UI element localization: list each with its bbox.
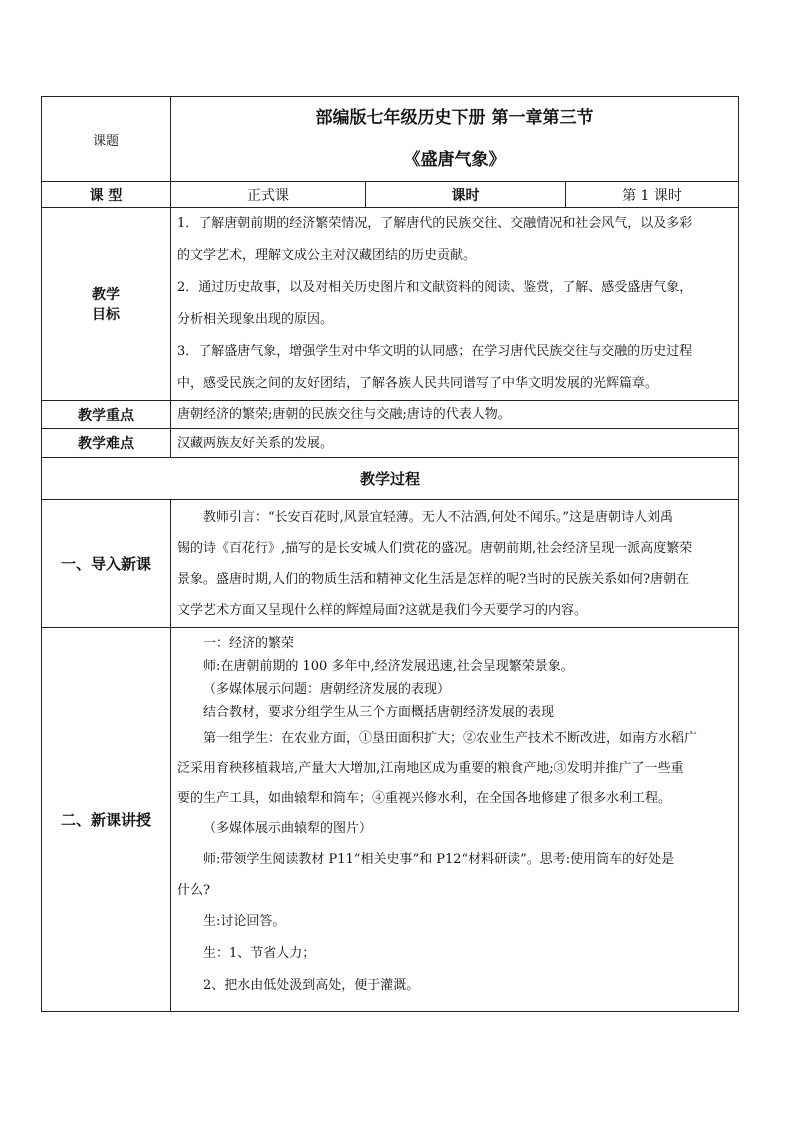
period-label: 课时 xyxy=(366,182,566,208)
intro-row xyxy=(42,500,739,628)
key-points-text: 唐朝经济的繁荣;唐朝的民族交往与交融;唐诗的代表人物。 xyxy=(177,406,511,422)
topic-title-line1: 部编版七年级历史下册 第一章第三节 xyxy=(315,108,594,128)
lesson-line: 师:在唐朝前期的 100 多年中,经济发展迅速,社会呈现繁荣景象。 xyxy=(203,659,574,674)
lesson-plan-page xyxy=(41,96,738,1012)
intro-content xyxy=(171,500,739,628)
objectives-label xyxy=(42,208,171,401)
lesson-line: 师:带领学生阅读教材 P11“相关史事”和 P12“材料研读”。思考:使用筒车的好处是 xyxy=(203,852,675,867)
key-points-row xyxy=(42,401,739,429)
type-value: 正式课 xyxy=(171,182,366,208)
lesson-content xyxy=(171,628,739,1012)
objective-line: 的文学艺术，理解文成公主对汉藏团结的历史贡献。 xyxy=(177,248,477,263)
lesson-line: 第一组学生：在农业方面，①垦田面积扩大；②农业生产技术不断改进，如南方水稻广 xyxy=(203,731,698,746)
difficulties-text: 汉藏两族友好关系的发展。 xyxy=(177,435,334,451)
intro-line: 景象。盛唐时期,人们的物质生活和精神文化生活是怎样的呢?当时的民族关系如何?唐朝在 xyxy=(177,571,690,587)
intro-line: 文学艺术方面又呈现什么样的辉煌局面?这就是我们今天要学习的内容。 xyxy=(177,602,587,618)
intro-line: 锡的诗《百花行》,描写的是长安城人们赏花的盛况。唐朝前期,社会经济呈现一派高度繁荣 xyxy=(177,540,693,556)
lesson-line: 什么? xyxy=(177,883,210,898)
lesson-row xyxy=(42,628,739,1012)
lesson-line: 2、把水由低处汲到高处，便于灌溉。 xyxy=(203,978,420,993)
difficulties-content xyxy=(171,429,739,458)
lesson-line: 一：经济的繁荣 xyxy=(203,636,295,651)
lesson-plan-table xyxy=(41,96,739,1012)
objectives-row xyxy=(42,208,739,401)
lesson-line: 生:讨论回答。 xyxy=(203,914,286,929)
objective-line: 3．了解盛唐气象，增强学生对中华文明的认同感；在学习唐代民族交往与交融的历史过程 xyxy=(177,344,693,359)
topic-title-line2: 《盛唐气象》 xyxy=(403,150,506,170)
lesson-line: 生：1、节省人力； xyxy=(203,946,316,961)
objective-line: 1．了解唐朝前期的经济繁荣情况，了解唐代的民族交往、交融情况和社会风气，以及多彩 xyxy=(177,216,693,231)
type-label: 课 型 xyxy=(42,182,171,208)
lesson-line: 要的生产工具，如曲辕犁和筒车；④重视兴修水利，在全国各地修建了很多水利工程。 xyxy=(177,791,672,806)
key-points-content xyxy=(171,401,739,429)
lesson-label: 二、新课讲授 xyxy=(42,628,171,1012)
objectives-label-line2: 目标 xyxy=(92,307,120,323)
objective-line: 分析相关现象出现的原因。 xyxy=(177,312,334,327)
key-points-label: 教学重点 xyxy=(42,401,171,429)
process-heading-row xyxy=(42,458,739,500)
topic-title-cell xyxy=(171,97,739,182)
difficulties-label: 教学难点 xyxy=(42,429,171,458)
intro-label: 一、导入新课 xyxy=(42,500,171,628)
lesson-line: （多媒体展示曲辕犁的图片） xyxy=(203,821,373,836)
intro-line: 教师引言：“长安百花时,风景宜轻薄。无人不沽酒,何处不闻乐。”这是唐朝诗人刘禹 xyxy=(203,509,674,525)
title-row xyxy=(42,97,739,182)
objective-line: 中，感受民族之间的友好团结，了解各族人民共同谱写了中华文明发展的光辉篇章。 xyxy=(177,376,659,391)
lesson-line: 泛采用育秧移植栽培,产量大大增加,江南地区成为重要的粮食产地;③发明并推广了一些重 xyxy=(177,761,684,776)
lesson-line: （多媒体展示问题：唐朝经济发展的表现） xyxy=(203,682,451,697)
lesson-line: 结合教材，要求分组学生从三个方面概括唐朝经济发展的表现 xyxy=(203,705,555,720)
objectives-content xyxy=(171,208,739,401)
objectives-label-line1: 教学 xyxy=(92,287,120,303)
process-heading: 教学过程 xyxy=(42,458,739,500)
type-row xyxy=(42,182,739,208)
period-value: 第 1 课时 xyxy=(566,182,739,208)
objective-line: 2．通过历史故事，以及对相关历史图片和文献资料的阅读、鉴赏，了解、感受盛唐气象， xyxy=(177,280,693,295)
difficulties-row xyxy=(42,429,739,458)
topic-label: 课题 xyxy=(42,97,171,182)
